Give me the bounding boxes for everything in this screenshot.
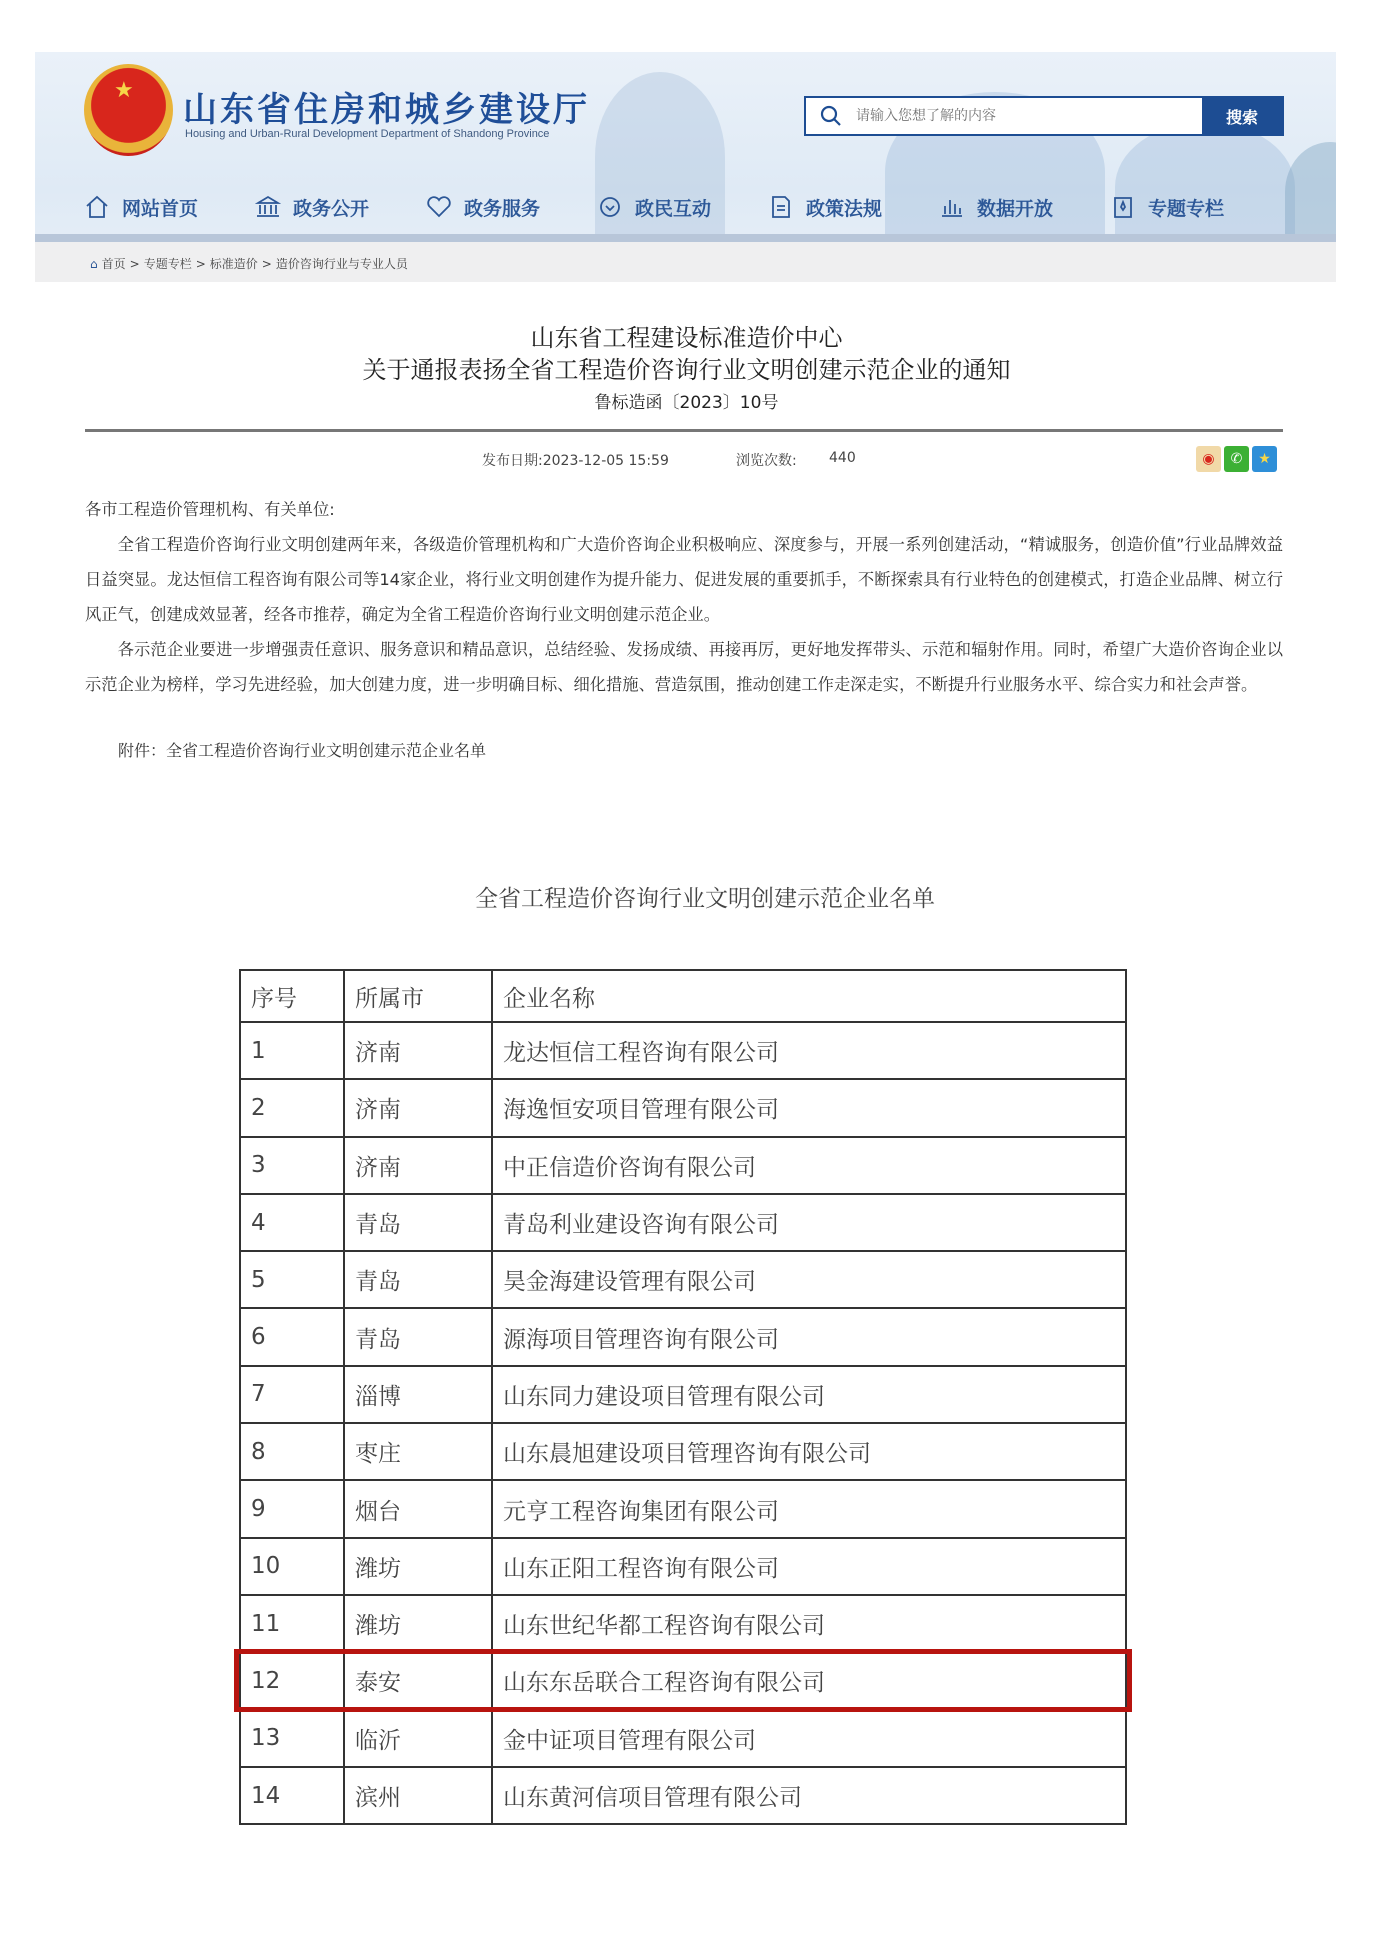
nav-item-label: 政务公开 [293, 197, 370, 220]
special-icon [1110, 194, 1136, 220]
cell-index: 12 [240, 1652, 344, 1709]
main-nav [84, 190, 1281, 224]
header-cell-city: 所属市 [344, 970, 492, 1022]
breadcrumb: ⌂ 首页 > 专题专栏 > 标准造价 > 造价咨询行业与专业人员 [90, 256, 408, 271]
site-title[interactable]: 山东省住房和城乡建设厅 [183, 90, 590, 130]
table-row [240, 1480, 1126, 1537]
table-row [240, 1079, 1126, 1136]
cell-company: 金中证项目管理有限公司 [492, 1710, 1126, 1767]
paragraph: 全省工程造价咨询行业文明创建两年来，各级造价管理机构和广大造价咨询企业积极响应、深度参与，开展一系列创建活动，“精诚服务，创造价值”行业品牌效益日益突显。龙达恒信工程咨询有限公司等14家企业，将行业文明创建作为提升能力、促进发展的重要抓手，不断探索具有行业特色的创建模式，打造企业品牌、树立行风正气，创建成效显著，经各市推荐，确定为全省工程造价咨询行业文明创建示范企业。 [85, 535, 1283, 624]
header-cell-index: 序号 [240, 970, 344, 1022]
nav-item-label: 政务服务 [464, 197, 541, 220]
cell-city: 青岛 [344, 1308, 492, 1365]
cell-company: 海逸恒安项目管理有限公司 [492, 1079, 1126, 1136]
cell-index: 7 [240, 1366, 344, 1423]
nav-item-label: 网站首页 [122, 197, 199, 220]
nav-item-3[interactable] [597, 190, 768, 224]
table-caption: 全省工程造价咨询行业文明创建示范企业名单 [475, 886, 935, 912]
table-header-row [240, 970, 1126, 1022]
cell-company: 山东黄河信项目管理有限公司 [492, 1767, 1126, 1824]
highlight-box [234, 1649, 1132, 1712]
nav-divider [35, 234, 1336, 242]
cell-index: 4 [240, 1194, 344, 1251]
nav-item-5[interactable] [939, 190, 1110, 224]
nav-item-0[interactable] [84, 190, 255, 224]
cell-city: 潍坊 [344, 1538, 492, 1595]
nav-item-label: 政策法规 [806, 197, 883, 220]
cell-city: 青岛 [344, 1251, 492, 1308]
cell-company: 昊金海建设管理有限公司 [492, 1251, 1126, 1308]
share-buttons [1196, 446, 1277, 472]
cell-city: 潍坊 [344, 1595, 492, 1652]
search-input[interactable] [856, 98, 1202, 134]
attachment-link[interactable]: 附件：全省工程造价咨询行业文明创建示范企业名单 [118, 741, 487, 760]
breadcrumb-home[interactable]: 首页 [101, 257, 126, 271]
nav-item-label: 政民互动 [635, 197, 712, 220]
nav-item-2[interactable] [426, 190, 597, 224]
cell-company: 山东世纪华都工程咨询有限公司 [492, 1595, 1126, 1652]
table-row [240, 1308, 1126, 1365]
cell-city: 泰安 [344, 1652, 492, 1709]
nav-item-4[interactable] [768, 190, 939, 224]
article-body [85, 492, 1283, 702]
table-row [240, 1137, 1126, 1194]
table-row [240, 1710, 1126, 1767]
breadcrumb-bar [35, 242, 1336, 282]
table-row [240, 1366, 1126, 1423]
cell-index: 11 [240, 1595, 344, 1652]
cell-index: 8 [240, 1423, 344, 1480]
national-emblem-logo[interactable]: ★ [84, 64, 173, 156]
table-row [240, 1538, 1126, 1595]
cell-index: 10 [240, 1538, 344, 1595]
qzone-share-icon[interactable]: ★ [1252, 446, 1277, 472]
cell-company: 中正信造价咨询有限公司 [492, 1137, 1126, 1194]
document-icon [768, 194, 794, 220]
cell-city: 济南 [344, 1079, 492, 1136]
article-title-line1: 山东省工程建设标准造价中心 [530, 324, 843, 352]
cell-index: 14 [240, 1767, 344, 1824]
cell-city: 济南 [344, 1137, 492, 1194]
cell-city: 青岛 [344, 1194, 492, 1251]
salutation: 各市工程造价管理机构、有关单位: [85, 500, 335, 519]
cell-city: 济南 [344, 1022, 492, 1079]
wechat-share-icon[interactable]: ✆ [1224, 446, 1249, 472]
nav-item-6[interactable] [1110, 190, 1281, 224]
weibo-share-icon[interactable]: ◉ [1196, 446, 1221, 472]
cell-company: 龙达恒信工程咨询有限公司 [492, 1022, 1126, 1079]
header-cell-company: 企业名称 [492, 970, 1126, 1022]
views-count: 440 [829, 450, 856, 466]
cell-index: 1 [240, 1022, 344, 1079]
cell-city: 淄博 [344, 1366, 492, 1423]
views-label: 浏览次数: [736, 453, 797, 469]
publish-date: 发布日期:2023-12-05 15:59 [482, 453, 669, 469]
cell-company: 源海项目管理咨询有限公司 [492, 1308, 1126, 1365]
cell-company: 山东正阳工程咨询有限公司 [492, 1538, 1126, 1595]
cell-company: 山东同力建设项目管理有限公司 [492, 1366, 1126, 1423]
cell-city: 滨州 [344, 1767, 492, 1824]
cell-company: 山东东岳联合工程咨询有限公司 [492, 1652, 1126, 1709]
building-icon [255, 194, 281, 220]
cell-index: 3 [240, 1137, 344, 1194]
cell-city: 烟台 [344, 1480, 492, 1537]
cell-city: 临沂 [344, 1710, 492, 1767]
heart-hands-icon [597, 194, 623, 220]
search-icon [806, 98, 856, 134]
title-divider [85, 429, 1283, 432]
article-title-line2: 关于通报表扬全省工程造价咨询行业文明创建示范企业的通知 [362, 356, 1011, 384]
cell-index: 13 [240, 1710, 344, 1767]
breadcrumb-standard-cost[interactable]: 标准造价 [209, 257, 258, 271]
cell-index: 9 [240, 1480, 344, 1537]
home-icon: ⌂ [90, 256, 98, 271]
table-row [240, 1251, 1126, 1308]
cell-index: 5 [240, 1251, 344, 1308]
breadcrumb-current[interactable]: 造价咨询行业与专业人员 [275, 257, 408, 271]
table-row [240, 1194, 1126, 1251]
search-bar [804, 96, 1284, 136]
breadcrumb-special[interactable]: 专题专栏 [143, 257, 192, 271]
search-button[interactable]: 搜索 [1202, 98, 1282, 134]
table-row [240, 1595, 1126, 1652]
cell-index: 6 [240, 1308, 344, 1365]
cell-company: 山东晨旭建设项目管理咨询有限公司 [492, 1423, 1126, 1480]
cell-city: 枣庄 [344, 1423, 492, 1480]
table-row [240, 1423, 1126, 1480]
table-row [240, 1767, 1126, 1824]
nav-item-1[interactable] [255, 190, 426, 224]
chart-icon [939, 194, 965, 220]
site-subtitle: Housing and Urban-Rural Development Department of Shandong Province [185, 128, 550, 140]
site-header [35, 52, 1336, 282]
cell-index: 2 [240, 1079, 344, 1136]
nav-item-label: 专题专栏 [1148, 197, 1225, 220]
table-row [240, 1022, 1126, 1079]
cell-company: 元亨工程咨询集团有限公司 [492, 1480, 1126, 1537]
handshake-icon [426, 194, 452, 220]
document-number: 鲁标造函〔2023〕10号 [594, 393, 779, 413]
paragraph: 各示范企业要进一步增强责任意识、服务意识和精品意识，总结经验、发扬成绩、再接再厉，更好地发挥带头、示范和辐射作用。同时，希望广大造价咨询企业以示范企业为榜样，学习先进经验，加大创建力度，进一步明确目标、细化措施、营造氛围，推动创建工作走深走实，不断提升行业服务水平、综合实力和社会声誉。 [85, 640, 1283, 694]
home-icon [84, 194, 110, 220]
cell-company: 青岛利业建设咨询有限公司 [492, 1194, 1126, 1251]
nav-item-label: 数据开放 [977, 197, 1054, 220]
